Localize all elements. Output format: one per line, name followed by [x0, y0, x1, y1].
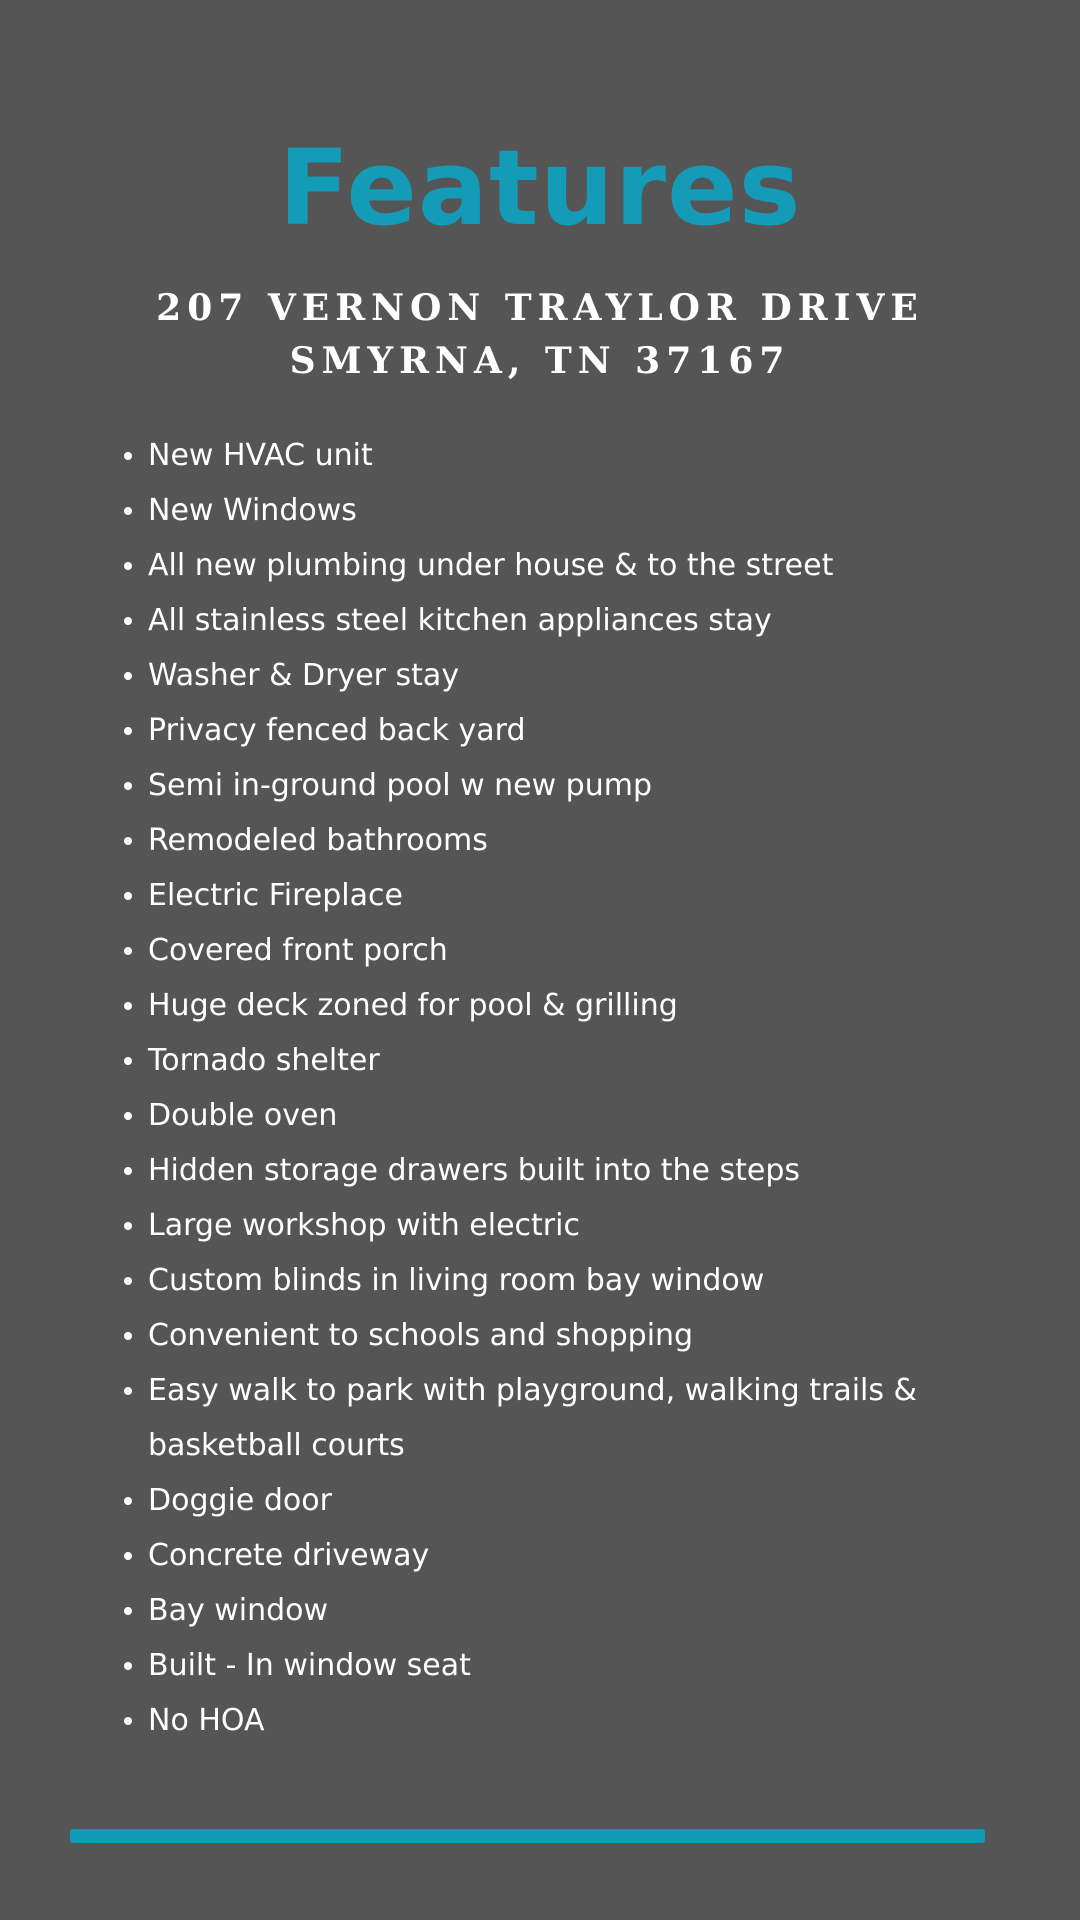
feature-item: All stainless steel kitchen appliances stay [120, 593, 1000, 648]
feature-item: Built - In window seat [120, 1638, 1000, 1693]
feature-item: Convenient to schools and shopping [120, 1308, 1000, 1363]
feature-item: Bay window [120, 1583, 1000, 1638]
feature-item: Concrete driveway [120, 1528, 1000, 1583]
feature-item: Tornado shelter [120, 1033, 1000, 1088]
feature-item: Washer & Dryer stay [120, 648, 1000, 703]
address-line-2: SMYRNA, TN 37167 [289, 340, 791, 382]
feature-item: New Windows [120, 483, 1000, 538]
feature-item: Large workshop with electric [120, 1198, 1000, 1253]
address-line-1: 207 VERNON TRAYLOR DRIVE [156, 287, 924, 329]
property-address [0, 282, 1080, 388]
feature-item: Easy walk to park with playground, walking trails & basketball courts [120, 1363, 1000, 1473]
features-list [120, 428, 1000, 1748]
feature-item: Huge deck zoned for pool & grilling [120, 978, 1000, 1033]
feature-item: Hidden storage drawers built into the steps [120, 1143, 1000, 1198]
feature-item: Double oven [120, 1088, 1000, 1143]
feature-item: Remodeled bathrooms [120, 813, 1000, 868]
feature-item: Doggie door [120, 1473, 1000, 1528]
feature-item: Semi in-ground pool w new pump [120, 758, 1000, 813]
feature-item: New HVAC unit [120, 428, 1000, 483]
page-title: Features [278, 127, 802, 249]
feature-item: No HOA [120, 1693, 1000, 1748]
feature-item: Custom blinds in living room bay window [120, 1253, 1000, 1308]
feature-item: Covered front porch [120, 923, 1000, 978]
feature-item: All new plumbing under house & to the street [120, 538, 1000, 593]
accent-divider-bar [70, 1829, 985, 1843]
feature-item: Electric Fireplace [120, 868, 1000, 923]
feature-item: Privacy fenced back yard [120, 703, 1000, 758]
